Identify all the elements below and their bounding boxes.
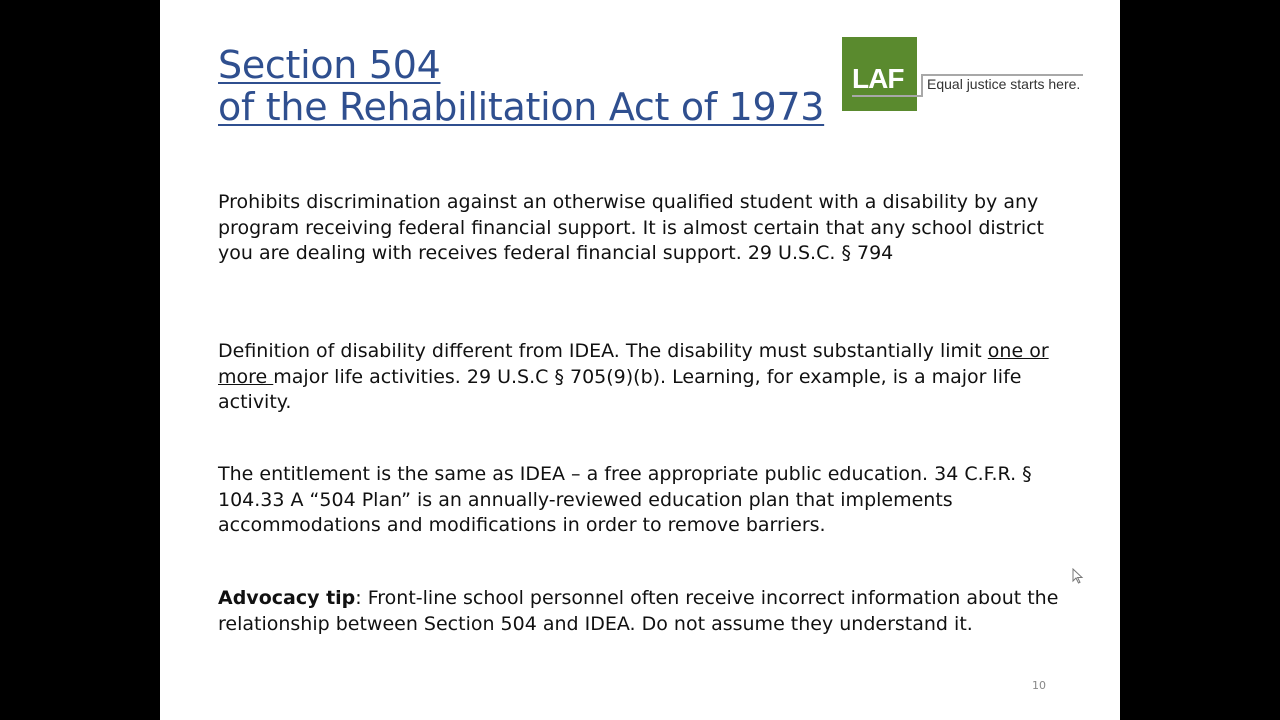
paragraph-text: : Front-line school personnel often receive incorrect information about the relationship between Section 504 and IDEA. Do not assume they understand it.: [218, 587, 1059, 635]
title-line-2: of the Rehabilitation Act of 1973: [218, 85, 825, 129]
paragraph-definition-of-disability: [218, 339, 1078, 416]
underlined-emphasis: one or more: [218, 340, 1049, 388]
paragraph-advocacy-tip: [218, 586, 1078, 637]
slide-page-number: 10: [1032, 679, 1046, 692]
presentation-slide: [160, 0, 1120, 720]
paragraph-text: major life activities. 29 U.S.C § 705(9)(b). Learning, for example, is a major life activity.: [218, 365, 1022, 413]
advocacy-tip-label: Advocacy tip: [218, 587, 356, 609]
paragraph-text: Definition of disability different from IDEA. The disability must substantially limit: [218, 340, 988, 362]
logo-letters: LAF: [852, 63, 904, 94]
mouse-cursor-icon: [1072, 568, 1084, 584]
logo-tagline: Equal justice starts here.: [927, 76, 1081, 92]
logo-underline: [852, 95, 922, 97]
logo-bracket-side: [921, 75, 923, 97]
paragraph-entitlement: The entitlement is the same as IDEA – a free appropriate public education. 34 C.F.R. § 104.33 A “504 Plan” is an annually-reviewed education plan that implements accommodations and modifications in order to remove barriers.: [218, 463, 1032, 536]
paragraph-prohibits-discrimination: Prohibits discrimination against an otherwise qualified student with a disability by any program receiving federal financial support. It is almost certain that any school district you are dealing with receives federal financial support. 29 U.S.C. § 794: [218, 191, 1044, 264]
slide-title: [218, 44, 824, 128]
laf-logo: [842, 37, 1102, 113]
title-line-1: Section 504: [218, 43, 441, 87]
